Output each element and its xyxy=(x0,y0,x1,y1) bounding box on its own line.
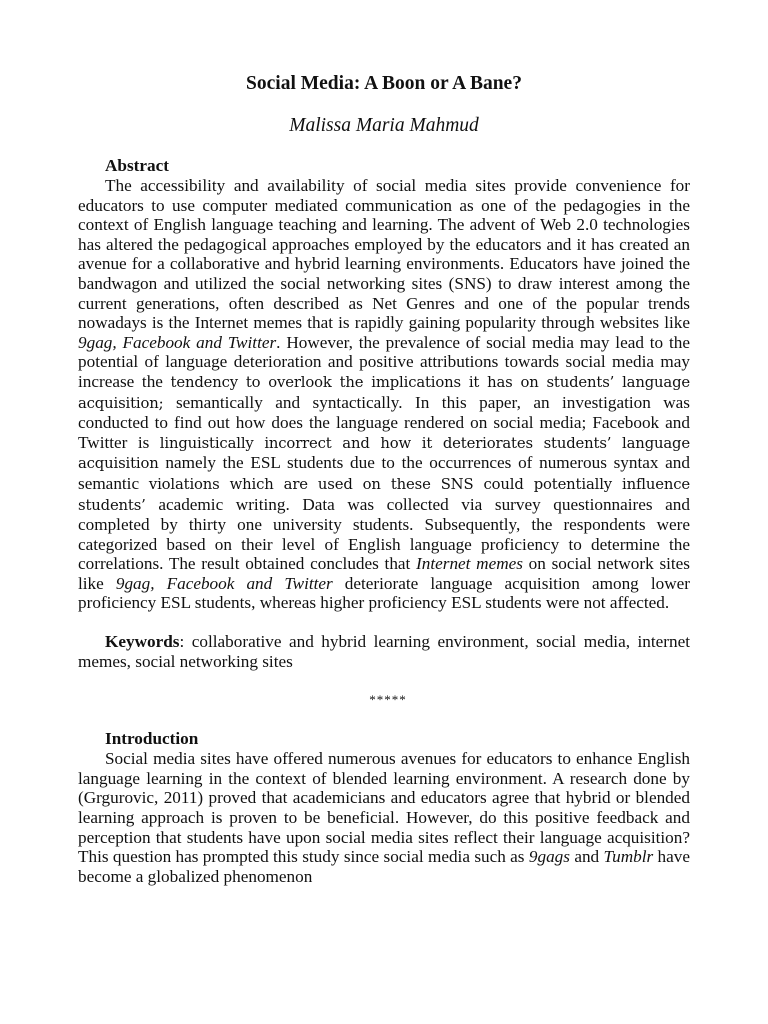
section-separator: ***** xyxy=(369,692,407,708)
introduction-italic-9gags: 9gags xyxy=(528,847,570,867)
abstract-paragraph xyxy=(78,176,690,613)
spacer xyxy=(78,671,690,690)
abstract-text: deteriorate language acquisition among lower proficiency ESL students, whereas higher proficiency ESL students were not affected. xyxy=(78,573,690,613)
abstract-text: academic writing. Data was collected via survey questionnaires and completed by thirty one university students. Subsequently, the respondents were categorized based on their level of English language proficiency to determine the correlations. The result obtained concludes that xyxy=(78,494,690,574)
introduction-text: and xyxy=(569,847,604,867)
abstract-text: . However, the prevalence of social media may lead to the potential of language deterioration and positive attributions towards social media may increase the xyxy=(78,332,690,391)
spacer xyxy=(78,710,690,729)
abstract-text: semantically and syntactically. In this paper, an investigation was conducted to find out how does the language rendered on social media; Facebook and Twitter is xyxy=(78,392,690,452)
abstract-text: The accessibility and availability of social media sites provide convenience for educators to use computer mediated communication as one of the pedagogies in the context of English language teaching and learning. The advent of Web 2.0 technologies has altered the pedagogical approaches employed by the educators and it has created an avenue for a collaborative and hybrid learning environments. Educators have joined the bandwagon and utilized the social networking sites (SNS) to draw interest among the current generations, often described as Net Genres and one of the popular trends nowadays is the Internet memes that is rapidly gaining popularity through websites like xyxy=(78,176,690,333)
introduction-text: Social media sites have offered numerous avenues for educators to enhance English language learning in the context of blended learning environment. A research done by (Grgurovic, 2011) proved that academicians and educators agree that hybrid or blended learning approach is proven to be beneficial. However, do this positive feedback and perception that students have upon social media sites reflect their language acquisition? This question has prompted this study since social media such as xyxy=(78,749,690,867)
abstract-italic-sites: 9gag, Facebook and Twitter xyxy=(78,332,277,352)
abstract-text: on social network sites like xyxy=(78,554,691,593)
introduction-paragraph xyxy=(78,749,690,886)
introduction-text: have become a globalized phenomenon xyxy=(78,847,690,886)
keywords-label: Keywords xyxy=(105,632,180,652)
introduction-italic-tumblr: Tumblr xyxy=(603,847,654,867)
keywords-text: : collaborative and hybrid learning environment, social media, internet memes, social networking sites xyxy=(78,632,690,671)
abstract-highlight-text: linguistically incorrect and how it deteriorates students’ language acquisition xyxy=(78,434,690,473)
abstract-highlight-text: tendency to overlook the implications it has on students’ language acquisition; xyxy=(78,373,691,412)
spacer xyxy=(78,613,690,632)
author-name: Malissa Maria Mahmud xyxy=(289,115,479,136)
abstract-heading: Abstract xyxy=(105,156,169,175)
introduction-heading: Introduction xyxy=(105,729,199,749)
abstract-italic-memes: Internet memes xyxy=(416,554,523,574)
abstract-italic-sites: 9gag, Facebook and Twitter xyxy=(115,573,333,593)
abstract-text: namely the ESL students due to the occurrences of numerous syntax and semantic xyxy=(78,453,690,493)
abstract-highlight-text: violations which are used on these SNS could potentially influence students’ xyxy=(78,475,690,514)
paper-title: Social Media: A Boon or A Bane? xyxy=(246,73,522,94)
document-page xyxy=(78,72,690,886)
keywords-paragraph xyxy=(78,632,690,671)
